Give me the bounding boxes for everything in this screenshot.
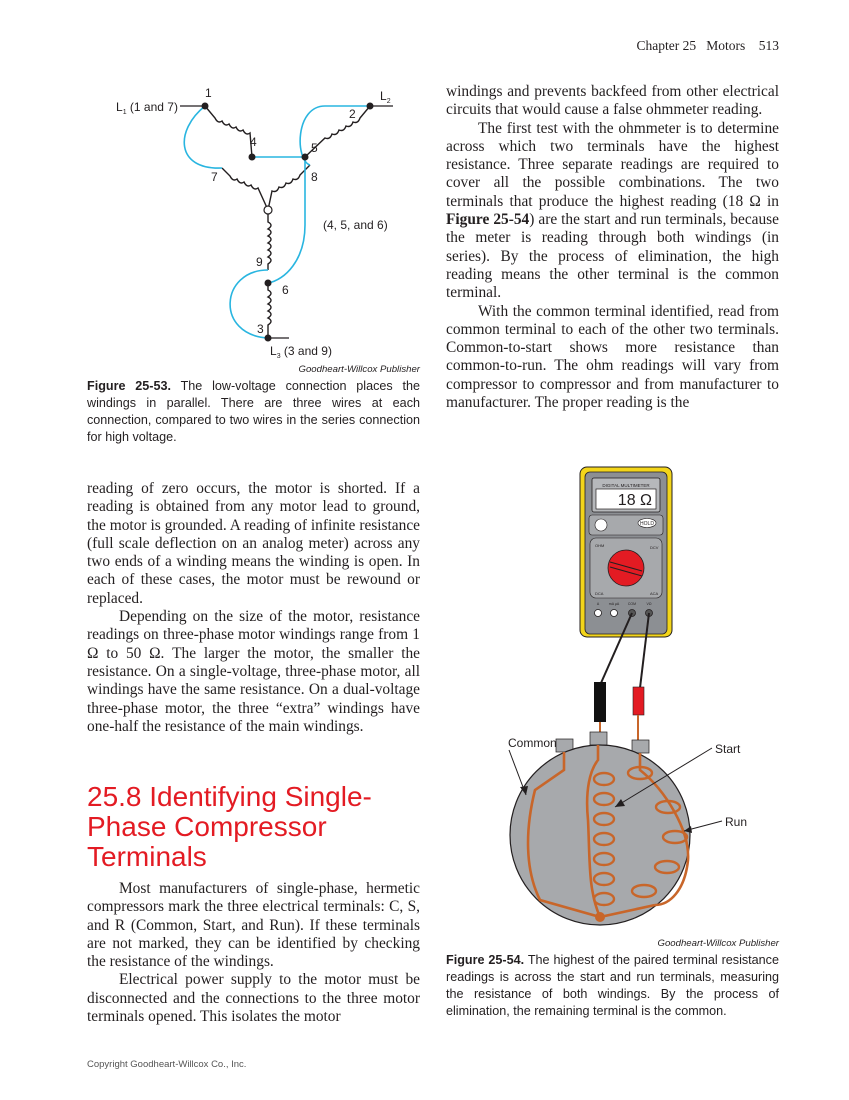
caption-text: The low-voltage connection places the windings in parallel. There are three wires at each connection, compared to two wires in the series connection for high voltage. bbox=[87, 379, 420, 444]
paragraph: Most manufacturers of single-phase, hermetic compressors mark the three electrical terminals: C, S, and R (Common, Start, and Run). If these terminals are not marked, they can be identified by checking the resistance of the windings. bbox=[87, 880, 420, 971]
start-probe bbox=[633, 687, 644, 715]
right-column-top-text bbox=[446, 83, 779, 412]
terminal-9: 9 bbox=[256, 255, 263, 269]
paragraph: reading of zero occurs, the motor is shorted. If a reading is obtained from any motor lead to ground, the motor is grounded. A reading of infinite resistance (full scale deflection on an analog meter) across any two ends of a winding means the winding is open. In each of these cases, the motor must be rewound or replaced. bbox=[87, 480, 420, 607]
section-heading: 25.8 Identifying Single-Phase Compressor Terminals bbox=[87, 781, 372, 872]
callout-run: Run bbox=[725, 815, 748, 829]
terminal-1: 1 bbox=[205, 86, 212, 100]
figure-reference-link[interactable]: Figure 25-54 bbox=[446, 211, 530, 229]
common-probe bbox=[594, 682, 606, 722]
label-l3: $L_3$ (3 and 9) bbox=[270, 344, 332, 360]
copyright-footer: Copyright Goodheart-Willcox Co., Inc. bbox=[87, 1059, 247, 1070]
paragraph: Electrical power supply to the motor must be disconnected and the connections to the three motor terminals opened. This isolates the motor bbox=[87, 971, 420, 1026]
running-head bbox=[636, 38, 779, 54]
caption-label: Figure 25-53. bbox=[87, 379, 171, 393]
caption-label: Figure 25-54. bbox=[446, 953, 525, 967]
paragraph: windings and prevents backfeed from other electrical circuits that would cause a false ohmmeter reading. bbox=[446, 83, 779, 119]
svg-text:DCV: DCV bbox=[650, 545, 659, 550]
figure-25-54-illustration bbox=[490, 460, 780, 940]
terminal-7: 7 bbox=[211, 170, 218, 184]
page-number: 513 bbox=[758, 38, 779, 53]
label-l2: $L_2$ bbox=[380, 89, 391, 105]
callout-start: Start bbox=[715, 742, 741, 756]
left-column-bottom-text bbox=[87, 480, 420, 736]
paragraph: Depending on the size of the motor, resistance readings on three-phase motor windings range from 1 Ω to 50 Ω. The larger the motor, the smaller the resistance. On a single-voltage, three-phase motor, all windings have the same resistance. On a dual-voltage three-phase motor, the three “extra” windings have one-half the resistance of the main windings. bbox=[87, 608, 420, 735]
svg-text:OHM: OHM bbox=[595, 543, 605, 548]
caption-text: The highest of the paired terminal resistance readings is across the start and run terminals, measuring the resistance of both windings. By the process of elimination, the remaining terminal is the common. bbox=[446, 953, 779, 1018]
figure-25-53-credit: Goodheart-Willcox Publisher bbox=[298, 364, 420, 375]
wiring-diagram-icon bbox=[100, 82, 425, 372]
svg-text:ACA: ACA bbox=[650, 591, 659, 596]
svg-text:VΩ: VΩ bbox=[646, 602, 652, 606]
chapter-title: Motors bbox=[706, 38, 746, 53]
hold-button: HOLD bbox=[640, 521, 654, 527]
terminal-3: 3 bbox=[257, 322, 264, 336]
junction-label: (4, 5, and 6) bbox=[323, 218, 388, 232]
svg-text:A: A bbox=[596, 602, 600, 606]
figure-25-54-caption bbox=[446, 952, 779, 1020]
terminal-4: 4 bbox=[250, 135, 257, 149]
svg-text:COM: COM bbox=[627, 602, 637, 606]
paragraph: With the common terminal identified, read from common terminal to each of the other two terminals. Common-to-start shows more resistance than common-to-run. The ohm readings will vary from compressor to compressor and from manufacturer to manufacturer. The proper reading is the bbox=[446, 302, 779, 412]
section-body-text bbox=[87, 880, 420, 1026]
chapter-label: Chapter 25 bbox=[636, 38, 697, 53]
terminal-6: 6 bbox=[282, 283, 289, 297]
terminal-5: 5 bbox=[311, 141, 318, 155]
multimeter-compressor-icon bbox=[490, 460, 780, 940]
callout-common: Common bbox=[508, 736, 557, 750]
terminal-2: 2 bbox=[349, 107, 356, 121]
figure-25-54-credit: Goodheart-Willcox Publisher bbox=[657, 938, 779, 949]
figure-25-53-caption bbox=[87, 378, 420, 446]
paragraph: The first test with the ohmmeter is to determine across which two terminals have the highest resistance. Three separate readings are required to cover all the possible combinations. The two terminals that produce the highest reading (18 Ω in Figure 25-54) are the start and run terminals, because the meter is reading through both windings (in series). By the process of elimination, the high reading means the other terminal is the common terminal. bbox=[446, 119, 779, 302]
svg-text:mA µA: mA µA bbox=[608, 602, 620, 606]
svg-text:DCA: DCA bbox=[595, 591, 604, 596]
terminal-8: 8 bbox=[311, 170, 318, 184]
label-l1: $L_1$ (1 and 7) bbox=[116, 100, 178, 116]
svg-text:DIGITAL MULTIMETER: DIGITAL MULTIMETER bbox=[602, 483, 650, 488]
figure-25-53-diagram bbox=[100, 82, 425, 372]
meter-reading: 18 Ω bbox=[617, 492, 652, 509]
